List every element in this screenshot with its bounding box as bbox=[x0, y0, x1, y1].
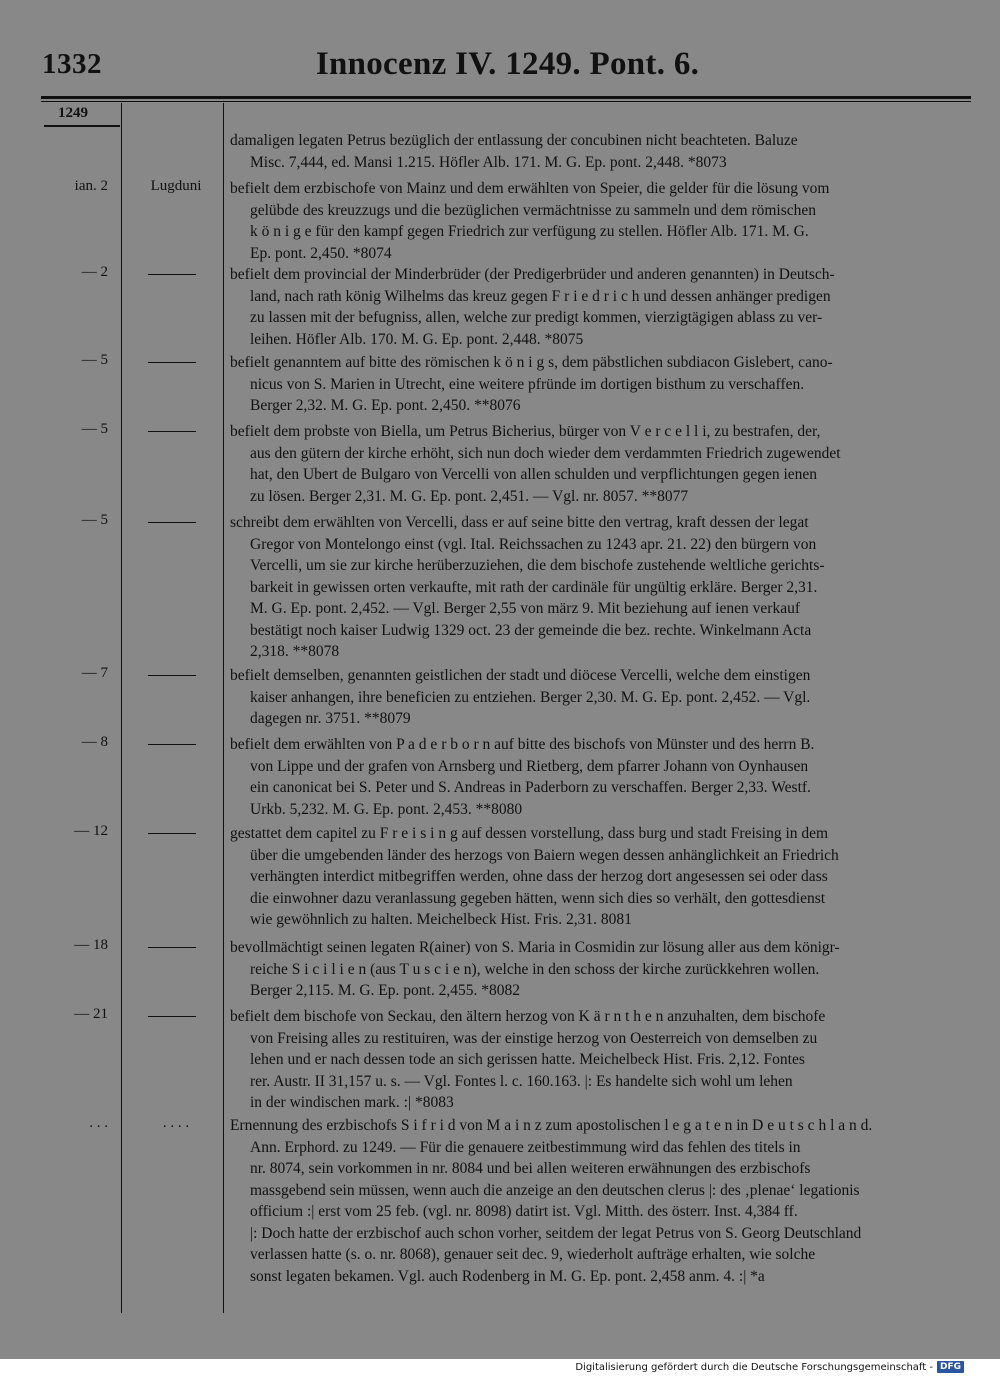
dfg-logo: DFG bbox=[937, 1361, 964, 1373]
entry-line: befielt dem probste von Biella, um Petrus Bicherius, bürger von V e r c e l l i, zu bestrafen, der, bbox=[230, 423, 821, 440]
entry-line: von Lippe und der grafen von Arnsberg und Rietberg, dem pfarrer Johann von Oynhausen bbox=[250, 757, 809, 775]
page-number: 1332 bbox=[42, 48, 102, 80]
ditto-dash bbox=[148, 833, 196, 834]
entry-date: ian. 2 bbox=[74, 178, 108, 194]
entry-date: — 21 bbox=[74, 1006, 108, 1022]
entry-line: Berger 2,32. M. G. Ep. pont. 2,450. **8076 bbox=[250, 397, 521, 414]
entry-line: in der windischen mark. :| *8083 bbox=[250, 1094, 454, 1111]
entry-text bbox=[230, 1006, 962, 1114]
entry-line: barkeit in gewissen orten verkaufte, mit rath der cardinäle für ungültig erkläre. Berger 2,31. bbox=[250, 578, 818, 596]
entry-text bbox=[230, 823, 962, 931]
entry-text bbox=[230, 130, 962, 173]
entry-line: officium :| erst vom 25 feb. (vgl. nr. 8098) datirt ist. Vgl. Mitth. des österr. Inst. 4,384 ff. bbox=[250, 1203, 798, 1220]
entry-line: bevollmächtigt seinen legaten R(ainer) von S. Maria in Cosmidin zur lösung aller aus dem königr- bbox=[230, 939, 840, 956]
entry-line: ein canonicat bei S. Peter und S. Andreas in Paderborn zu verschaffen. Berger 2,33. Westf. bbox=[250, 779, 811, 796]
entry-line: die einwohner dazu veranlassung gegeben hätten, wenn sich dies so verhält, den gottesdienst bbox=[250, 889, 826, 907]
entry-line: zu lassen mit der befugniss, allen, welche zur predigt kommen, vierzigtägigen ablass zu ver- bbox=[250, 309, 823, 326]
entry-line: befielt dem erzbischofe von Mainz und dem erwählten von Speier, die gelder für die lösung vom bbox=[230, 180, 830, 197]
entry-line: schreibt dem erwählten von Vercelli, dass er auf seine bitte den vertrag, kraft dessen der legat bbox=[230, 514, 809, 531]
entry-date: — 5 bbox=[81, 512, 108, 528]
ditto-dash bbox=[148, 522, 196, 523]
entry-line: Ann. Erphord. zu 1249. — Für die genauere zeitbestimmung wird das fehlen des titels in bbox=[250, 1138, 801, 1156]
entry-line: leihen. Höfler Alb. 170. M. G. Ep. pont. 2,448. *8075 bbox=[250, 330, 584, 348]
entry-text bbox=[230, 352, 962, 417]
entry-text bbox=[230, 734, 962, 820]
entry-line: Gregor von Montelongo einst (vgl. Ital. Reichssachen zu 1243 apr. 21. 22) den bürgern von bbox=[250, 535, 817, 553]
entry-text bbox=[230, 264, 962, 350]
entry-line: befielt dem bischofe von Seckau, den ältern herzog von K ä r n t h e n anzuhalten, dem bischofe bbox=[230, 1008, 826, 1025]
entry-line: bestätigt noch kaiser Ludwig 1329 oct. 23 der gemeinde die bez. rechte. Winkelmann Acta bbox=[250, 621, 812, 639]
entry-line: land, nach rath könig Wilhelms das kreuz gegen F r i e d r i c h und dessen anhänger predigen bbox=[250, 287, 831, 305]
page-header bbox=[40, 40, 975, 92]
entry-text bbox=[230, 178, 962, 264]
ditto-dash bbox=[148, 744, 196, 745]
entry-line: lehen und er nach dessen tode an sich gerissen hatte. Meichelbeck Hist. Fris. 2,12. Fontes bbox=[250, 1051, 805, 1068]
entry-date: — 8 bbox=[81, 734, 108, 750]
entry-line: dagegen nr. 3751. **8079 bbox=[250, 710, 411, 727]
entry-line: gelübde des kreuzzugs und die bezüglichen vermächtnisse zu sammeln und dem römischen bbox=[250, 201, 817, 219]
header-rule-thin bbox=[41, 101, 971, 102]
ditto-dash bbox=[148, 274, 196, 275]
entry-date: — 5 bbox=[81, 421, 108, 437]
entry-line: befielt dem erwählten von P a d e r b o r n auf bitte des bischofs von Münster und des herrn B. bbox=[230, 736, 815, 753]
page-title: Innocenz IV. 1249. Pont. 6. bbox=[315, 46, 700, 82]
entry-line: damaligen legaten Petrus bezüglich der entlassung der concubinen nicht beachteten. Baluze bbox=[230, 132, 798, 149]
ditto-dash bbox=[148, 431, 196, 432]
entry-line: Ernennung des erzbischofs S i f r i d von M a i n z zum apostolischen l e g a t e n in D e u t s c h l a n d. bbox=[230, 1117, 873, 1134]
entry-date: . . . bbox=[89, 1115, 108, 1131]
entry-text bbox=[230, 512, 962, 663]
entry-line: hat, den Ubert de Bulgaro von Vercelli von allen schulden und verpflichtungen gegen ienen bbox=[250, 466, 818, 483]
year-underline bbox=[44, 125, 120, 127]
ditto-dash bbox=[148, 362, 196, 363]
entry-date: — 12 bbox=[74, 823, 108, 839]
entry-date: — 7 bbox=[81, 665, 108, 681]
entry-line: Vercelli, um sie zur kirche herüberzuziehen, die dem bischofe zustehende weltliche gerichts- bbox=[250, 557, 825, 574]
entry-line: Misc. 7,444, ed. Mansi 1.215. Höfler Alb. 171. M. G. Ep. pont. 2,448. *8073 bbox=[250, 153, 727, 171]
entry-line: k ö n i g e für den kampf gegen Friedrich zur verfügung zu stellen. Höfler Alb. 171. M. G. bbox=[250, 223, 809, 240]
entry-line: befielt dem provincial der Minderbrüder (der Predigerbrüder und anderen genannten) in Deutsch- bbox=[230, 266, 835, 283]
entry-line: kaiser anhangen, ihre beneficien zu entziehen. Berger 2,30. M. G. Ep. pont. 2,452. — Vgl. bbox=[250, 688, 811, 706]
entry-line: befielt demselben, genannten geistlichen der stadt und diöcese Vercelli, welche dem einstigen bbox=[230, 667, 811, 684]
entry-text bbox=[230, 665, 962, 730]
entry-line: verhängten interdict mitbegriffen werden, ohne dass der herzog dort angesessen sei oder dass bbox=[250, 868, 828, 885]
entry-text bbox=[230, 937, 962, 1002]
entry-date: — 2 bbox=[81, 264, 108, 280]
entry-text bbox=[230, 1115, 962, 1287]
entry-text bbox=[230, 421, 962, 507]
year-label: 1249 bbox=[58, 105, 88, 121]
header-rule-thick bbox=[41, 96, 971, 99]
entry-line: gestattet dem capitel zu F r e i s i n g auf dessen vorstellung, dass burg und stadt Freising in dem bbox=[230, 825, 829, 842]
entry-line: rer. Austr. II 31,157 u. s. — Vgl. Fontes l. c. 160.163. |: Es handelte sich wohl um lehen bbox=[250, 1072, 793, 1090]
ditto-dash bbox=[148, 675, 196, 676]
column-divider-date bbox=[121, 103, 122, 1313]
entry-line: M. G. Ep. pont. 2,452. — Vgl. Berger 2,55 von märz 9. Mit beziehung auf ienen verkauf bbox=[250, 600, 800, 617]
ditto-dash bbox=[148, 947, 196, 948]
entry-line: von Freising alles zu restituiren, was der einstige herzog von Oesterreich von demselben zu bbox=[250, 1029, 818, 1047]
entry-line: reiche S i c i l i e n (aus T u s c i e n), welche in den schoss der kirche zurückkehren wollen. bbox=[250, 960, 820, 978]
entry-line: verlassen hatte (s. o. nr. 8068), genauer seit dec. 9, wiederholt aufträge erhalten, wie solche bbox=[250, 1246, 816, 1263]
entry-line: befielt genanntem auf bitte des römischen k ö n i g s, dem päbstlichen subdiacon Gislebert, cano- bbox=[230, 354, 833, 371]
entry-line: nr. 8074, sein vorkommen in nr. 8084 und bei allen weiteren erwähnungen des erzbischofs bbox=[250, 1160, 811, 1177]
entry-place: Lugduni bbox=[150, 178, 202, 194]
entry-line: Urkb. 5,232. M. G. Ep. pont. 2,453. **8080 bbox=[250, 800, 523, 818]
entry-line: Berger 2,115. M. G. Ep. pont. 2,455. *8082 bbox=[250, 982, 520, 999]
entry-line: massgebend sein müssen, wenn auch die anzeige an den deutschen clerus |: des ‚plenae‘ legationis bbox=[250, 1181, 860, 1199]
entry-line: über die umgebenden länder des herzogs von Baiern wegen dessen anhänglichkeit an Friedrich bbox=[250, 846, 839, 864]
entry-line: nicus von S. Marien in Utrecht, eine weitere pfründe im dortigen bisthum zu verschaffen. bbox=[250, 375, 805, 393]
footer bbox=[575, 1361, 964, 1373]
entry-line: Ep. pont. 2,450. *8074 bbox=[250, 244, 392, 262]
ditto-dash bbox=[148, 1016, 196, 1017]
entry-place: . . . . bbox=[162, 1115, 190, 1131]
entry-date: — 18 bbox=[74, 937, 108, 953]
entry-line: aus den gütern der kirche erhöht, sich nun doch wieder dem verdammten Friedrich zugewendet bbox=[250, 444, 841, 462]
entry-line: sonst legaten bekamen. Vgl. auch Rodenberg in M. G. Ep. pont. 2,458 anm. 4. :| *a bbox=[250, 1267, 765, 1285]
entry-line: 2,318. **8078 bbox=[250, 643, 340, 660]
entry-line: |: Doch hatte der erzbischof auch schon vorher, seitdem der legat Petrus von S. Georg Deutschland bbox=[250, 1224, 862, 1242]
entry-line: zu lösen. Berger 2,31. M. G. Ep. pont. 2,451. — Vgl. nr. 8057. **8077 bbox=[250, 487, 689, 505]
entry-date: — 5 bbox=[81, 352, 108, 368]
footer-text: Digitalisierung gefördert durch die Deutsche Forschungsgemeinschaft - bbox=[575, 1361, 933, 1373]
entry-line: wie gewöhnlich zu halten. Meichelbeck Hist. Fris. 2,31. 8081 bbox=[250, 911, 632, 928]
